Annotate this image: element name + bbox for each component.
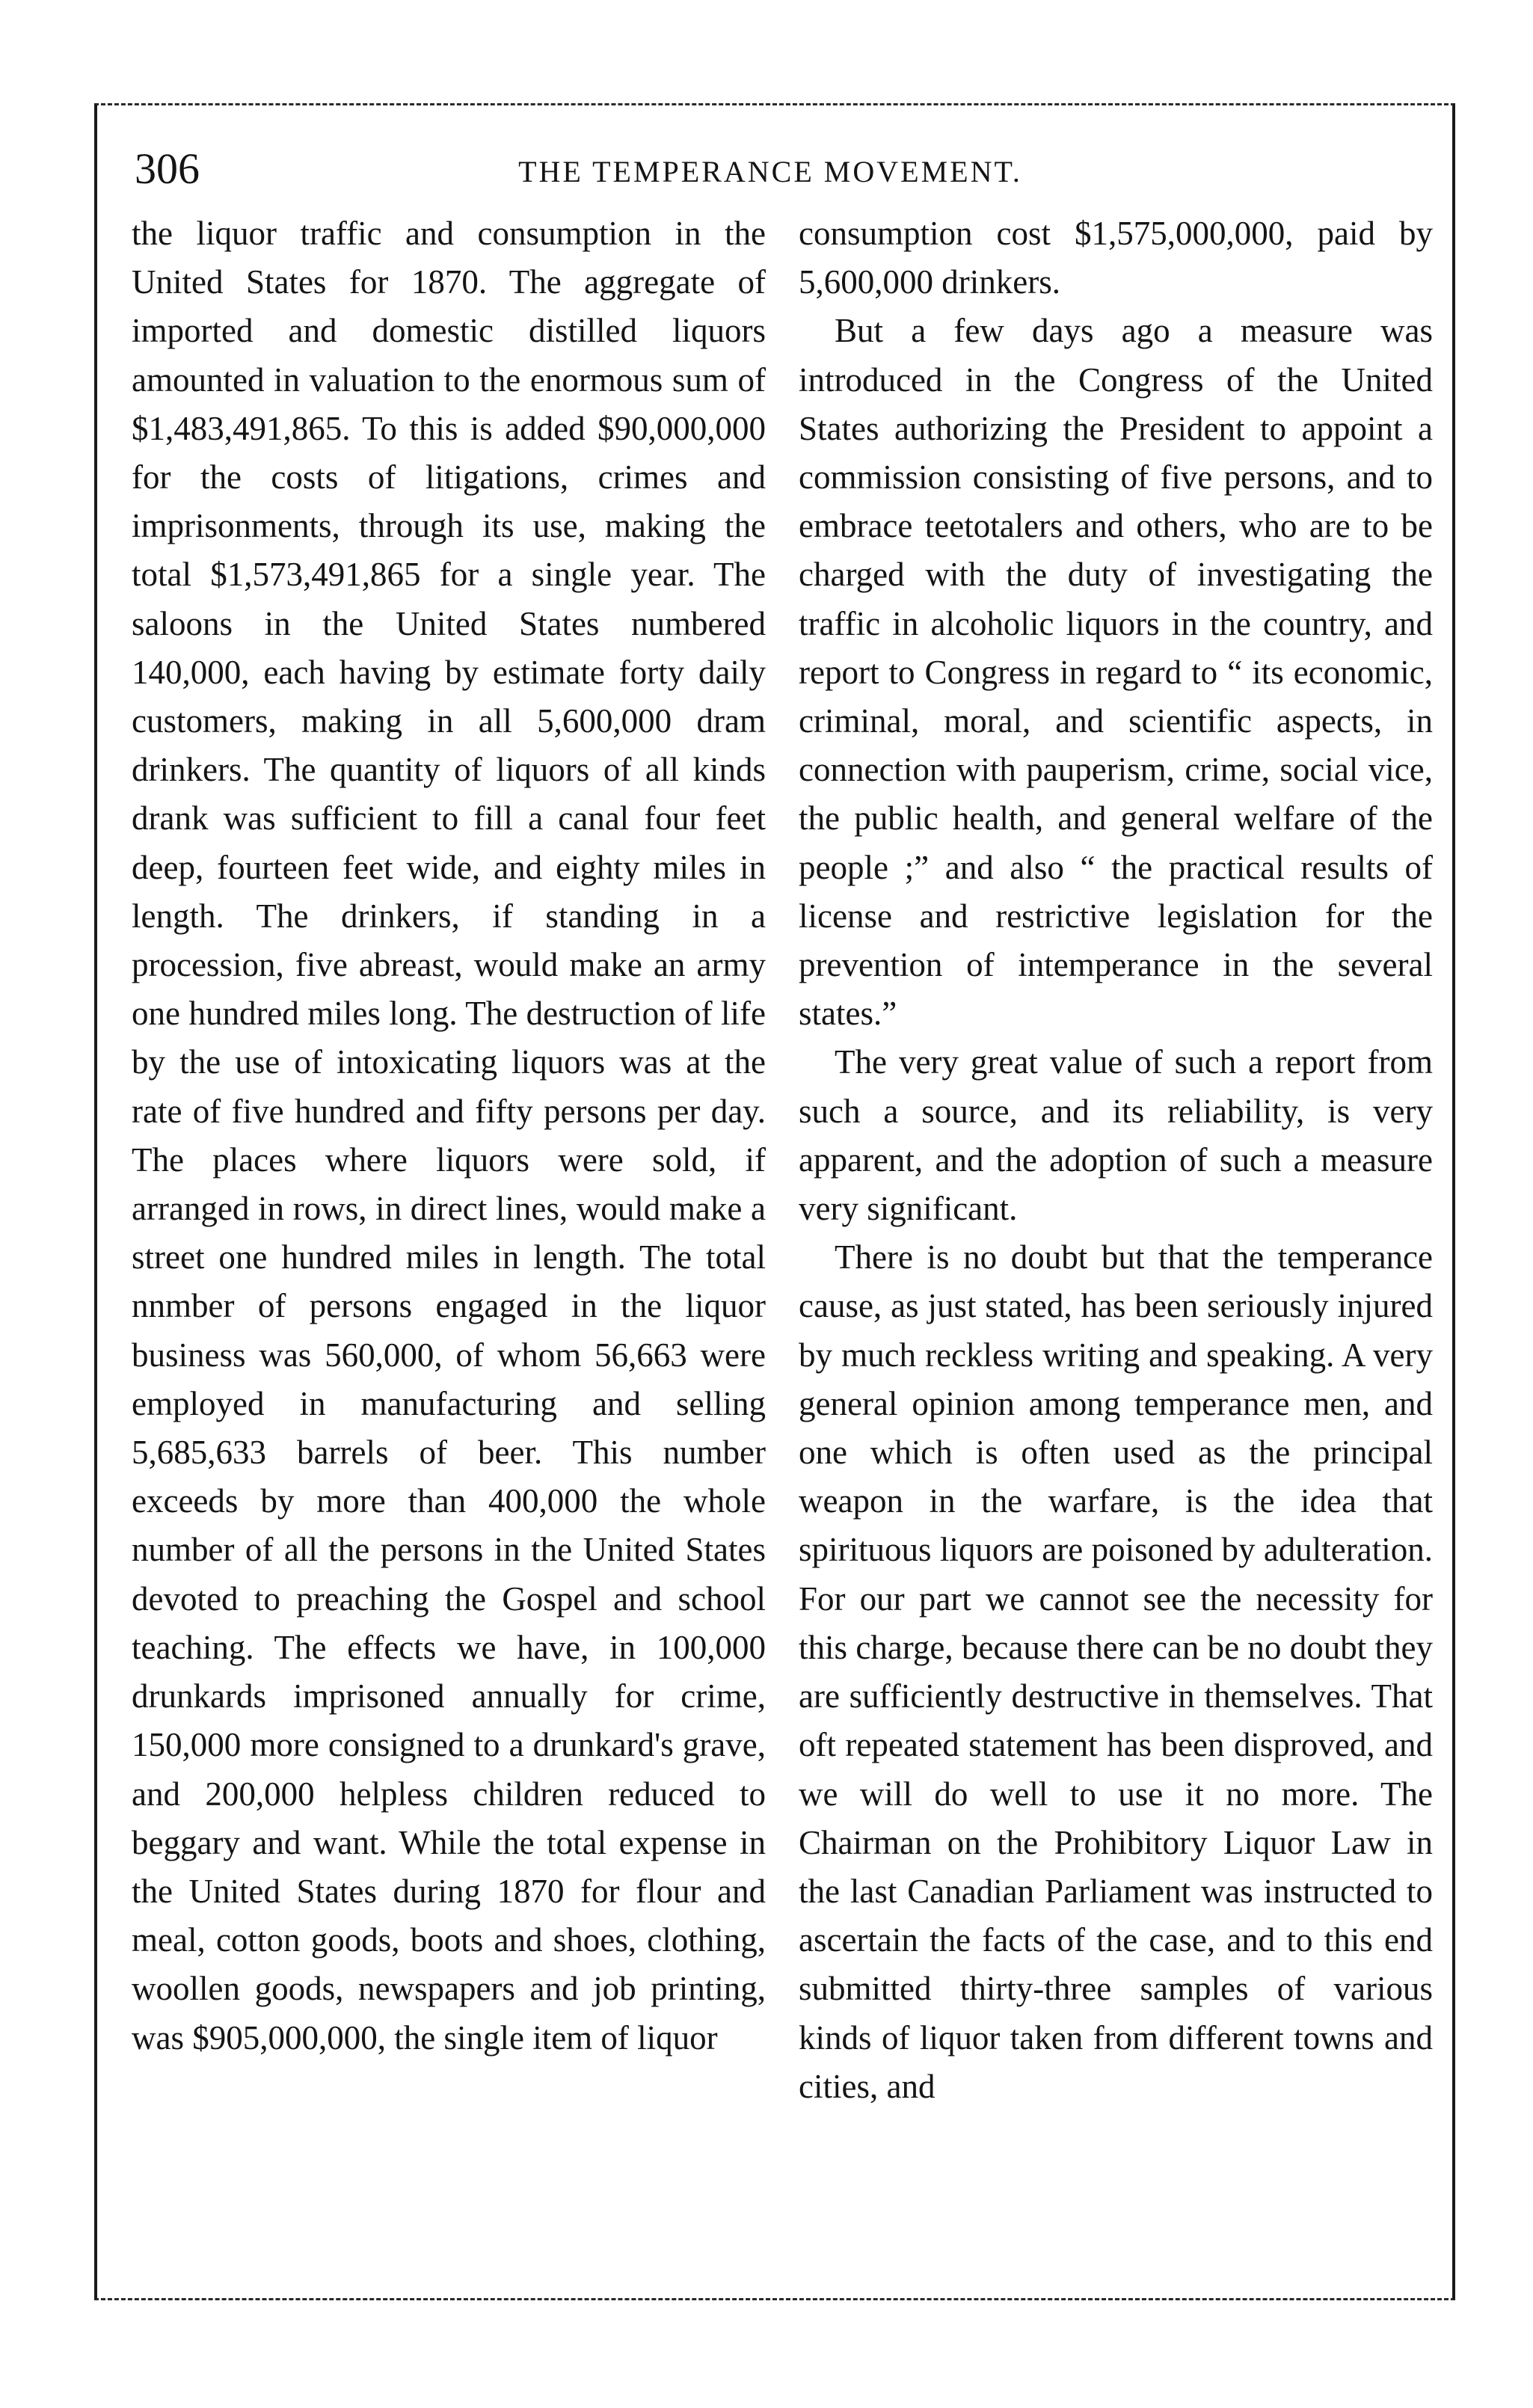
paragraph: But a few days ago a measure was introduced in the Congress of the United States authorizing the President to appoint a commission consisting of five persons, and to embrace teetotalers and others, who are to be charged with the duty of investigating the traffic in alcoholic liquors in the country, and report to Congress in regard to “ its economic, criminal, moral, and scientific aspects, in connection with pauperism, crime, social vice, the public health, and general welfare of the people ;” and also “ the practical results of license and restrictive legislation for the prevention of intemperance in the several states.” (799, 312, 1433, 1033)
text-columns (132, 209, 1433, 2258)
running-title: THE TEMPERANCE MOVEMENT. (518, 155, 1022, 188)
right-column (799, 209, 1433, 2258)
left-column (132, 209, 766, 2258)
page-number: 306 (135, 144, 200, 193)
paragraph: There is no doubt but that the temperance cause, as just stated, has been seriously injured by much reckless writing and speaking. A very general opinion among temperance men, and one which is often used as the principal weapon in the warfare, is the idea that spirituous liquors are poisoned by adulteration. For our part we cannot see the necessity for this charge, because there can be no doubt they are sufficiently destructive in themselves. That oft repeated statement has been disproved, and we will do well to use it no more. The Chairman on the Prohibitory Liquor Law in the last Canadian Parliament was instructed to ascertain the facts of the case, and to this end submitted thirty-three samples of various kinds of liquor taken from different towns and cities, and (799, 1238, 1433, 2105)
paragraph: The very great value of such a report from such a source, and its reliability, is very apparent, and the adoption of such a measure very significant. (799, 1043, 1433, 1228)
paragraph: consumption cost $1,575,000,000, paid by 5,600,000 drinkers. (799, 215, 1433, 301)
paragraph: the liquor traffic and consumption in the United States for 1870. The aggregate of imported and domestic distilled liquors amounted in valuation to the enormous sum of $1,483,491,865. To this is added $90,000,000 for the costs of litigations, crimes and imprisonments, through its use, making the total $1,573,491,865 for a single year. The saloons in the United States numbered 140,000, each having by estimate forty daily customers, making in all 5,600,000 dram drinkers. The quantity of liquors of all kinds drank was sufficient to fill a canal four feet deep, fourteen feet wide, and eighty miles in length. The drinkers, if standing in a procession, five abreast, would make an army one hundred miles long. The destruction of life by the use of intoxicating liquors was at the rate of five hundred and fifty persons per day. The places where liquors were sold, if arranged in rows, in direct lines, would make a street one hundred miles in length. The total nnmber of persons engaged in the liquor business was 560,000, of whom 56,663 were employed in manufacturing and selling 5,685,633 barrels of beer. This number exceeds by more than 400,000 the whole number of all the persons in the United States devoted to preaching the Gospel and school teaching. The effects we have, in 100,000 drunkards imprisoned annually for crime, 150,000 more consigned to a drunkard's grave, and 200,000 helpless children reduced to beggary and want. While the total expense in the United States during 1870 for flour and meal, cotton goods, boots and shoes, clothing, woollen goods, newspapers and job printing, was $905,000,000, the single item of liquor (132, 215, 766, 2057)
page-header (112, 139, 1428, 206)
